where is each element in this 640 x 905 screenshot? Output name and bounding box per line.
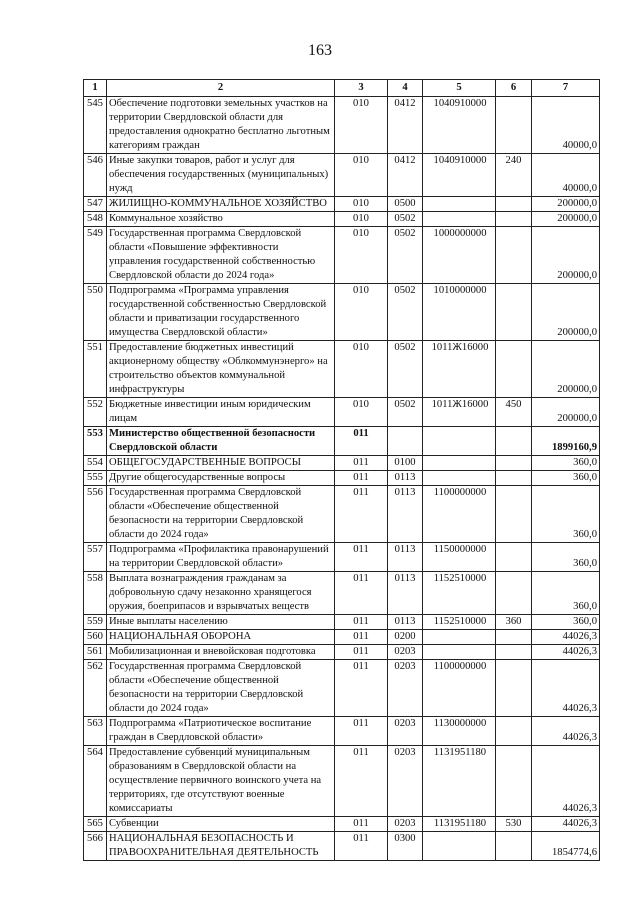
header-col-6: 6: [496, 80, 532, 97]
row-amount: 40000,0: [532, 97, 600, 154]
header-col-4: 4: [388, 80, 423, 97]
row-ved-code: 011: [335, 630, 388, 645]
row-name: ЖИЛИЩНО-КОММУНАЛЬНОЕ ХОЗЯЙСТВО: [107, 197, 335, 212]
row-amount: 1854774,6: [532, 832, 600, 861]
row-expense-type: [496, 427, 532, 456]
row-ved-code: 010: [335, 341, 388, 398]
row-ved-code: 011: [335, 832, 388, 861]
row-target-code: [423, 427, 496, 456]
table-row: [84, 746, 600, 817]
row-number: 556: [84, 486, 107, 543]
row-section-code: 0113: [388, 486, 423, 543]
row-name: Иные выплаты населению: [107, 615, 335, 630]
row-number: 554: [84, 456, 107, 471]
table-row: [84, 197, 600, 212]
row-number: 566: [84, 832, 107, 861]
row-target-code: 1131951180: [423, 817, 496, 832]
row-target-code: 1100000000: [423, 660, 496, 717]
row-section-code: 0113: [388, 572, 423, 615]
table-row: [84, 630, 600, 645]
row-number: 560: [84, 630, 107, 645]
row-number: 551: [84, 341, 107, 398]
row-amount: 360,0: [532, 456, 600, 471]
row-ved-code: 011: [335, 717, 388, 746]
table-row: [84, 212, 600, 227]
table-row: [84, 97, 600, 154]
row-section-code: 0203: [388, 660, 423, 717]
row-name: Подпрограмма «Программа управления государственной собственностью Свердловской области и приватизации государственного имущества Свердловской области»: [107, 284, 335, 341]
row-ved-code: 010: [335, 197, 388, 212]
row-amount: 200000,0: [532, 197, 600, 212]
row-target-code: 1100000000: [423, 486, 496, 543]
row-expense-type: 530: [496, 817, 532, 832]
row-section-code: 0113: [388, 471, 423, 486]
row-section-code: 0502: [388, 212, 423, 227]
table-row: [84, 284, 600, 341]
row-number: 558: [84, 572, 107, 615]
table-row: [84, 227, 600, 284]
row-number: 559: [84, 615, 107, 630]
row-expense-type: [496, 717, 532, 746]
row-number: 557: [84, 543, 107, 572]
row-expense-type: [496, 832, 532, 861]
row-target-code: [423, 832, 496, 861]
row-expense-type: 360: [496, 615, 532, 630]
row-expense-type: [496, 197, 532, 212]
row-section-code: [388, 427, 423, 456]
row-section-code: 0300: [388, 832, 423, 861]
table-row: [84, 817, 600, 832]
row-amount: 1899160,9: [532, 427, 600, 456]
row-expense-type: [496, 212, 532, 227]
row-section-code: 0502: [388, 284, 423, 341]
table-row: [84, 832, 600, 861]
row-name: Подпрограмма «Патриотическое воспитание граждан в Свердловской области»: [107, 717, 335, 746]
row-name: Другие общегосударственные вопросы: [107, 471, 335, 486]
row-expense-type: [496, 572, 532, 615]
table-row: [84, 471, 600, 486]
row-number: 553: [84, 427, 107, 456]
row-section-code: 0113: [388, 543, 423, 572]
row-amount: 44026,3: [532, 717, 600, 746]
row-expense-type: [496, 645, 532, 660]
header-col-7: 7: [532, 80, 600, 97]
row-expense-type: [496, 341, 532, 398]
row-target-code: 1040910000: [423, 154, 496, 197]
row-expense-type: [496, 543, 532, 572]
row-target-code: 1010000000: [423, 284, 496, 341]
table-row: [84, 572, 600, 615]
row-section-code: 0203: [388, 746, 423, 817]
row-number: 545: [84, 97, 107, 154]
row-name: Государственная программа Свердловской области «Обеспечение общественной безопасности на территории Свердловской области до 2024 года»: [107, 660, 335, 717]
row-section-code: 0203: [388, 717, 423, 746]
header-row: [84, 80, 600, 97]
row-expense-type: 450: [496, 398, 532, 427]
row-expense-type: 240: [496, 154, 532, 197]
row-amount: 200000,0: [532, 284, 600, 341]
row-amount: 360,0: [532, 486, 600, 543]
header-col-1: 1: [84, 80, 107, 97]
table-row: [84, 486, 600, 543]
row-section-code: 0502: [388, 398, 423, 427]
row-ved-code: 010: [335, 212, 388, 227]
row-name: Государственная программа Свердловской области «Повышение эффективности управления государственной собственностью Свердловской области до 2024 года»: [107, 227, 335, 284]
row-target-code: 1000000000: [423, 227, 496, 284]
row-target-code: 1011Ж16000: [423, 398, 496, 427]
row-number: 552: [84, 398, 107, 427]
row-number: 563: [84, 717, 107, 746]
row-number: 562: [84, 660, 107, 717]
row-ved-code: 011: [335, 543, 388, 572]
row-amount: 44026,3: [532, 630, 600, 645]
row-expense-type: [496, 746, 532, 817]
row-name: Иные закупки товаров, работ и услуг для обеспечения государственных (муниципальных) нужд: [107, 154, 335, 197]
row-target-code: 1011Ж16000: [423, 341, 496, 398]
row-name: Подпрограмма «Профилактика правонарушений на территории Свердловской области»: [107, 543, 335, 572]
row-ved-code: 010: [335, 227, 388, 284]
row-name: Субвенции: [107, 817, 335, 832]
row-number: 564: [84, 746, 107, 817]
row-target-code: [423, 197, 496, 212]
row-number: 549: [84, 227, 107, 284]
row-amount: 200000,0: [532, 212, 600, 227]
row-amount: 200000,0: [532, 398, 600, 427]
row-ved-code: 011: [335, 572, 388, 615]
table-row: [84, 427, 600, 456]
row-name: Мобилизационная и вневойсковая подготовка: [107, 645, 335, 660]
row-amount: 44026,3: [532, 645, 600, 660]
row-name: Выплата вознаграждения гражданам за добровольную сдачу незаконно хранящегося оружия, боеприпасов и взрывчатых веществ: [107, 572, 335, 615]
row-expense-type: [496, 284, 532, 341]
row-target-code: 1130000000: [423, 717, 496, 746]
row-target-code: 1152510000: [423, 615, 496, 630]
row-section-code: 0203: [388, 645, 423, 660]
row-ved-code: 010: [335, 154, 388, 197]
row-ved-code: 011: [335, 471, 388, 486]
row-target-code: 1131951180: [423, 746, 496, 817]
page-number: 163: [308, 42, 332, 59]
row-ved-code: 011: [335, 615, 388, 630]
row-section-code: 0502: [388, 341, 423, 398]
row-section-code: 0113: [388, 615, 423, 630]
header-col-5: 5: [423, 80, 496, 97]
row-target-code: [423, 212, 496, 227]
row-name: НАЦИОНАЛЬНАЯ БЕЗОПАСНОСТЬ И ПРАВООХРАНИТЕЛЬНАЯ ДЕЯТЕЛЬНОСТЬ: [107, 832, 335, 861]
row-name: Коммунальное хозяйство: [107, 212, 335, 227]
row-number: 547: [84, 197, 107, 212]
table-row: [84, 660, 600, 717]
table-row: [84, 543, 600, 572]
row-target-code: 1152510000: [423, 572, 496, 615]
row-expense-type: [496, 227, 532, 284]
row-expense-type: [496, 97, 532, 154]
row-amount: 40000,0: [532, 154, 600, 197]
row-ved-code: 010: [335, 398, 388, 427]
row-target-code: 1150000000: [423, 543, 496, 572]
row-name: Предоставление бюджетных инвестиций акционерному обществу «Облкоммунэнерго» на строительство объектов коммунальной инфраструктуры: [107, 341, 335, 398]
row-target-code: [423, 471, 496, 486]
table-row: [84, 456, 600, 471]
row-name: Министерство общественной безопасности Свердловской области: [107, 427, 335, 456]
table-row: [84, 341, 600, 398]
row-number: 550: [84, 284, 107, 341]
row-section-code: 0100: [388, 456, 423, 471]
row-ved-code: 011: [335, 486, 388, 543]
row-ved-code: 011: [335, 746, 388, 817]
row-name: ОБЩЕГОСУДАРСТВЕННЫЕ ВОПРОСЫ: [107, 456, 335, 471]
row-amount: 200000,0: [532, 227, 600, 284]
row-target-code: [423, 645, 496, 660]
row-amount: 360,0: [532, 615, 600, 630]
table-row: [84, 717, 600, 746]
row-ved-code: 010: [335, 97, 388, 154]
row-amount: 44026,3: [532, 660, 600, 717]
budget-table: [83, 79, 600, 861]
row-section-code: 0200: [388, 630, 423, 645]
row-target-code: [423, 456, 496, 471]
row-name: Обеспечение подготовки земельных участков на территории Свердловской области для предоставления однократно бесплатно льготным категориям граждан: [107, 97, 335, 154]
row-expense-type: [496, 660, 532, 717]
row-amount: 44026,3: [532, 817, 600, 832]
row-number: 561: [84, 645, 107, 660]
row-name: Предоставление субвенций муниципальным образованиям в Свердловской области на осуществление первичного воинского учета на территориях, где отсутствуют военные комиссариаты: [107, 746, 335, 817]
row-name: НАЦИОНАЛЬНАЯ ОБОРОНА: [107, 630, 335, 645]
row-section-code: 0502: [388, 227, 423, 284]
table-body: [84, 97, 600, 861]
header-col-3: 3: [335, 80, 388, 97]
table-row: [84, 615, 600, 630]
row-number: 548: [84, 212, 107, 227]
row-expense-type: [496, 630, 532, 645]
row-expense-type: [496, 471, 532, 486]
row-expense-type: [496, 456, 532, 471]
row-section-code: 0412: [388, 154, 423, 197]
row-amount: 360,0: [532, 471, 600, 486]
row-amount: 360,0: [532, 543, 600, 572]
header-col-2: 2: [107, 80, 335, 97]
row-number: 555: [84, 471, 107, 486]
row-ved-code: 011: [335, 817, 388, 832]
row-target-code: [423, 630, 496, 645]
row-amount: 360,0: [532, 572, 600, 615]
row-section-code: 0500: [388, 197, 423, 212]
row-ved-code: 010: [335, 284, 388, 341]
row-section-code: 0203: [388, 817, 423, 832]
table-row: [84, 645, 600, 660]
row-section-code: 0412: [388, 97, 423, 154]
table-row: [84, 154, 600, 197]
row-amount: 200000,0: [532, 341, 600, 398]
row-name: Государственная программа Свердловской области «Обеспечение общественной безопасности на территории Свердловской области до 2024 года»: [107, 486, 335, 543]
row-number: 565: [84, 817, 107, 832]
row-ved-code: 011: [335, 660, 388, 717]
row-expense-type: [496, 486, 532, 543]
row-ved-code: 011: [335, 427, 388, 456]
row-amount: 44026,3: [532, 746, 600, 817]
table-row: [84, 398, 600, 427]
row-name: Бюджетные инвестиции иным юридическим лицам: [107, 398, 335, 427]
row-ved-code: 011: [335, 456, 388, 471]
row-number: 546: [84, 154, 107, 197]
row-ved-code: 011: [335, 645, 388, 660]
row-target-code: 1040910000: [423, 97, 496, 154]
